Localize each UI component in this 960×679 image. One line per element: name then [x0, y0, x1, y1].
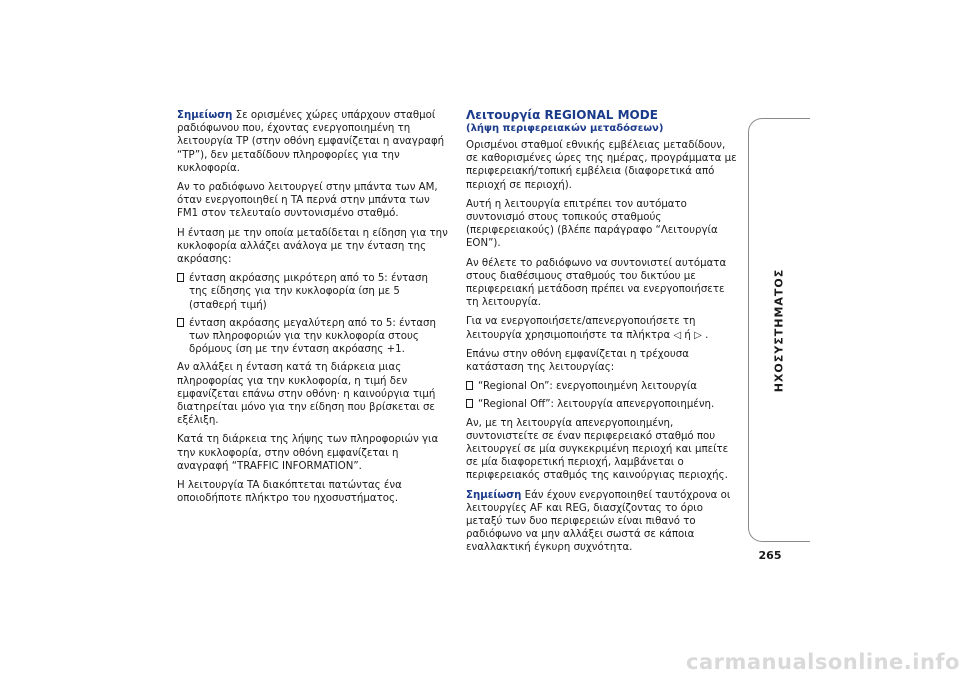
- bullet-text: ένταση ακρόασης μεγαλύτερη από το 5: ένταση των πληροφοριών για την κυκλοφορία στους δρόμους ίση με την ένταση ακρόασης +1.: [189, 317, 436, 356]
- paragraph-volume: Η ένταση με την οποία μεταδίδεται η είδηση για την κυκλοφορία αλλάζει ανάλογα με την ένταση της ακρόασης:: [177, 227, 448, 266]
- section-tab-label-wrap: [748, 118, 810, 542]
- note-lead: Σημείωση: [466, 489, 522, 501]
- checkbox-square-icon: [177, 273, 184, 282]
- paragraph-regional-intro: Ορισμένοι σταθμοί εθνικής εμβέλειας μεταδίδουν, σε καθορισμένες ώρες της ημέρας, προγράμματα με περιφερειακή/τοπική εμβέλεια (διαφορετικά από περιοχή σε περιοχή).: [466, 140, 737, 191]
- watermark: carmanualsonline.info: [686, 650, 960, 674]
- checkbox-square-icon: [177, 318, 184, 327]
- note-lead: Σημείωση: [177, 110, 233, 121]
- page-number: 265: [758, 549, 782, 562]
- checkbox-square-icon: [466, 381, 473, 390]
- bullet-item: [177, 317, 449, 357]
- paragraph-traffic-info: Κατά τη διάρκεια της λήψης των πληροφοριών για την κυκλοφορία, στην οθόνη εμφανίζεται η αναγραφή “TRAFFIC INFORMATION”.: [177, 434, 439, 472]
- right-column: [466, 109, 738, 561]
- paragraph-regional-enable: Αν θέλετε το ραδιόφωνο να συντονιστεί αυτόματα στους διαθέσιμους σταθμούς του δικτύου με περιφερειακή μετάδοση πρέπει να ενεργοποιήσετε τη λειτουργία.: [466, 257, 727, 309]
- bullet-item: [466, 380, 738, 393]
- paragraph-ta-stop: Η λειτουργία TA διακόπτεται πατώντας ένα οποιοδήποτε πλήκτρο του ηχοσυστήματος.: [177, 480, 402, 505]
- section-subheading: (λήψη περιφερειακών μεταδόσεων): [466, 123, 664, 134]
- keys-text: Για να ενεργοποιήσετε/απενεργοποιήσετε τη λειτουργία χρησιμοποιήστε τα πλήκτρα: [466, 316, 696, 341]
- paragraph-volume-change: Αν αλλάξει η ένταση κατά τη διάρκεια μιας πληροφορίας για την κυκλοφορία, η τιμή δεν εμφανίζεται επάνω στην οθόνη· η καινούργια τιμή διατηρείται μόνο για την είδηση που βρίσκεται σε εξέλιξη.: [177, 362, 436, 427]
- left-column: [177, 109, 449, 511]
- note-text: Σε ορισμένες χώρες υπάρχουν σταθμοί ραδιόφωνου που, έχοντας ενεργοποιημένη τη λειτουργία TP (στην οθόνη εμφανίζεται η αναγραφή “TP”), δεν μεταδίδουν πληροφορίες για την κυκλοφορία.: [177, 110, 445, 174]
- paragraph-status: Επάνω στην οθόνη εμφανίζεται η τρέχουσα κατάσταση της λειτουργίας:: [466, 348, 689, 374]
- paragraph-regional-keys: [466, 315, 738, 341]
- section-tab-label: ΗΧΟΣΥΣΤΗΜΑΤΟΣ: [772, 268, 786, 392]
- note-paragraph: [466, 489, 738, 555]
- paragraph-am-band: Αν το ραδιόφωνο λειτουργεί στην μπάντα των AM, όταν ενεργοποιηθεί η TA περνά στην μπάντα των FM1 στον τελευταίο συντονισμένο σταθμό.: [177, 182, 438, 220]
- triangle-right-icon: ▷: [694, 329, 702, 341]
- bullet-text: “Regional Off”: λειτουργία απενεργοποιημένη.: [478, 399, 715, 411]
- paragraph-regional-off: Αν, με τη λειτουργία απενεργοποιημένη, συντονιστείτε σε έναν περιφερειακό σταθμό που λειτουργεί σε μία συγκεκριμένη περιοχή και μπείτε σε μία διαφορετική περιοχή, λαμβάνεται ο περιφερειακός σταθμός της καινούργιας περιοχής.: [466, 417, 729, 482]
- bullet-item: [177, 272, 449, 312]
- checkbox-square-icon: [466, 399, 473, 408]
- note-text: Εάν έχουν ενεργοποιηθεί ταυτόχρονα οι λειτουργίες AF και REG, διασχίζοντας το όριο μεταξύ των δυο περιφερειών είναι πιθανό το ραδιόφωνο να μην αλλάξει σωστά σε κάποια εναλλακτική έγκυρη συχνότητα.: [466, 489, 731, 554]
- bullet-text: ένταση ακρόασης μικρότερη από το 5: ένταση της είδησης για την κυκλοφορία ίση με 5 (σταθερή τιμή): [189, 273, 428, 311]
- bullet-text: “Regional On”: ενεργοποιημένη λειτουργία: [478, 381, 697, 393]
- paragraph-regional-auto: Αυτή η λειτουργία επιτρέπει τον αυτόματο συντονισμό στους τοπικούς σταθμούς (περιφερειακούς) (βλέπε παράγραφο “Λειτουργία EON”).: [466, 198, 718, 250]
- keys-end: .: [705, 329, 709, 341]
- bullet-item: [466, 398, 738, 411]
- note-paragraph: [177, 109, 449, 175]
- keys-or: ή: [684, 329, 691, 341]
- triangle-left-icon: ◁: [673, 329, 682, 341]
- section-heading: Λειτουργία REGIONAL MODE: [466, 108, 658, 122]
